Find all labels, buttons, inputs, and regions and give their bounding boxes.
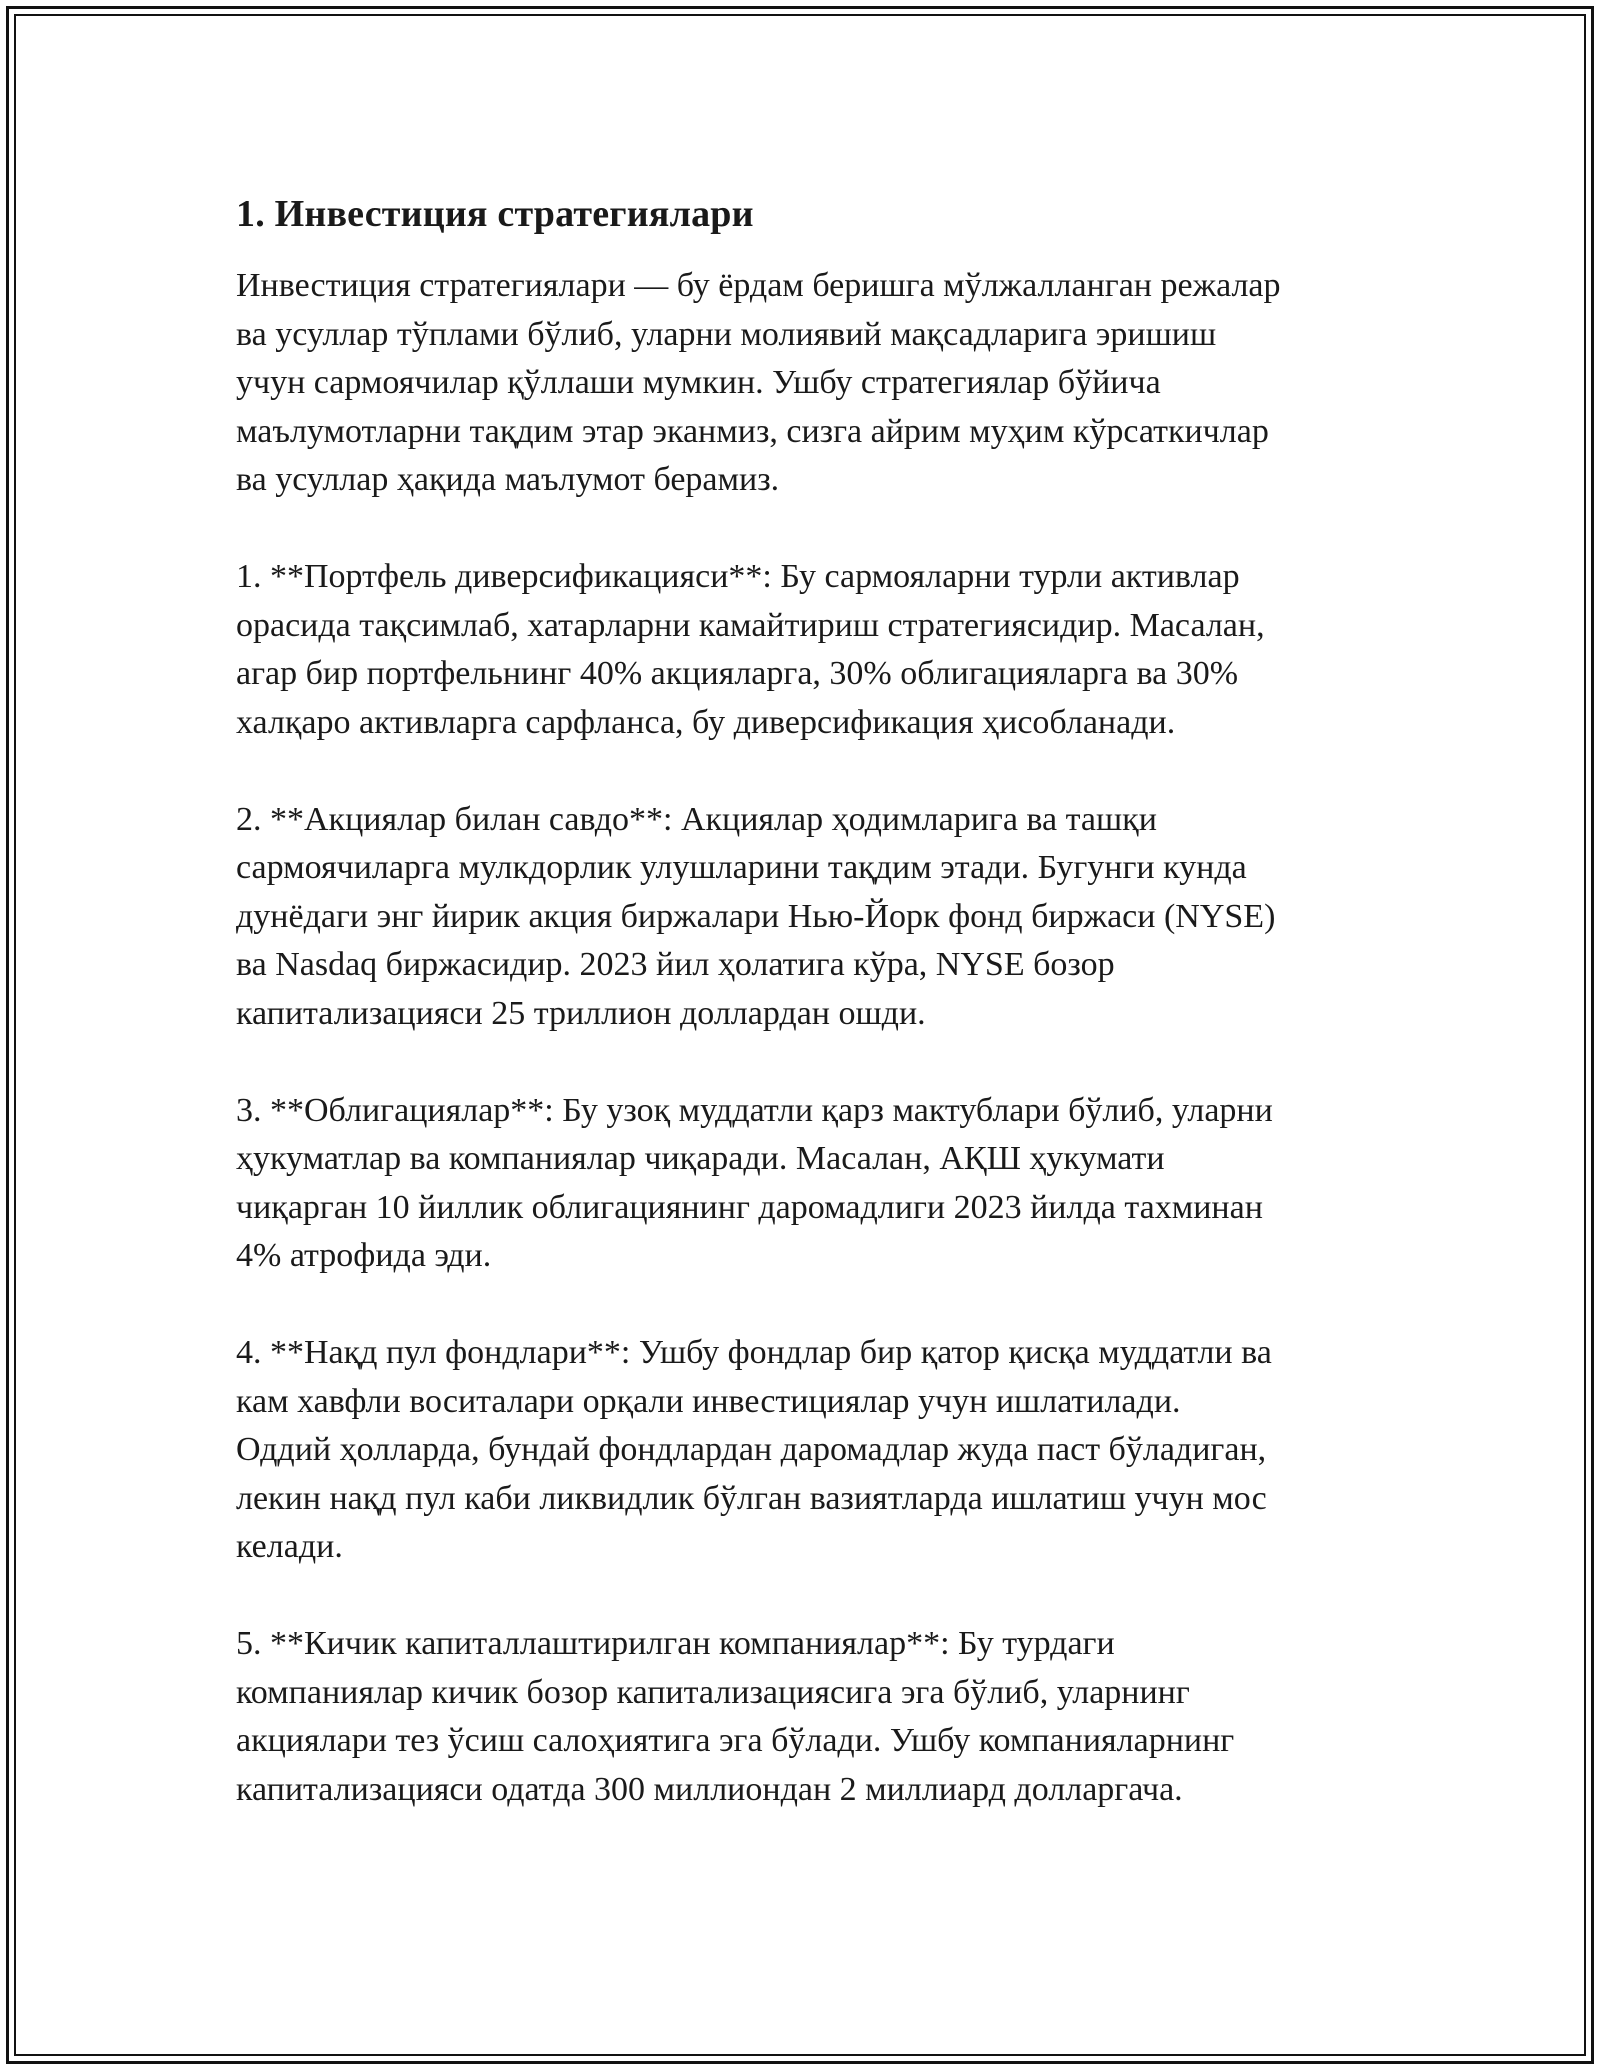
paragraph-cash-funds: 4. **Нақд пул фондлари**: Ушбу фондлар бир қатор қисқа муддатли ва кам хавфли воситалари орқали инвестициялар учун ишлатилади. Оддий ҳолларда, бундай фондлардан даромадлар жуда паст бўладиган, лекин нақд пул каби ликвидлик бўлган вазиятларда ишлатиш учун мос келади. [236, 1334, 1272, 1565]
intro-paragraph: Инвестиция стратегиялари — бу ёрдам беришга мўлжалланган режалар ва усуллар тўплами бўлиб, уларни молиявий мақсадларига эришиш учун сармоячилар қўллаши мумкин. Ушбу стратегиялар бўйича маълумотларни тақдим этар эканмиз, сизга айрим муҳим кўрсаткичлар ва усуллар ҳақида маълумот берамиз. [236, 267, 1281, 498]
paragraph-stock-trading: 2. **Акциялар билан савдо**: Акциялар ҳодимларига ва ташқи сармоячиларга мулкдорлик улушларини тақдим этади. Бугунги кунда дунёдаги энг йирик акция биржалари Нью-Йорк фонд биржаси (NYSE) ва Nasdaq биржасидир. 2023 йил ҳолатига кўра, NYSE бозор капитализацияси 25 триллион доллардан ошди. [236, 800, 1276, 1032]
document-title: 1. Инвестиция стратегиялари [236, 193, 754, 235]
paragraph-bonds: 3. **Облигациялар**: Бу узоқ муддатли қарз мактублари бўлиб, уларни ҳукуматлар ва компаниялар чиқаради. Масалан, АҚШ ҳукумати чиқарган 10 йиллик облигациянинг даромадлиги 2023 йилда тахминан 4% атрофида эди. [236, 1091, 1273, 1274]
paragraph-portfolio-diversification: 1. **Портфель диверсификацияси**: Бу сармояларни турли активлар орасида тақсимлаб, хатарларни камайтириш стратегиясидир. Масалан, агар бир портфельнинг 40% акцияларга, 30% облигацияларга ва 30% халқаро активларга сарфланса, бу диверсификация ҳисобланади. [236, 558, 1265, 741]
paragraph-small-cap-companies: 5. **Кичик капиталлаштирилган компаниялар**: Бу турдаги компаниялар кичик бозор капитализациясига эга бўлиб, уларнинг акциялари тез ўсиш салоҳиятига эга бўлади. Ушбу компанияларнинг капитализацияси одатда 300 миллиондан 2 миллиард долларгача. [236, 1625, 1235, 1808]
document-body [236, 188, 1372, 1814]
